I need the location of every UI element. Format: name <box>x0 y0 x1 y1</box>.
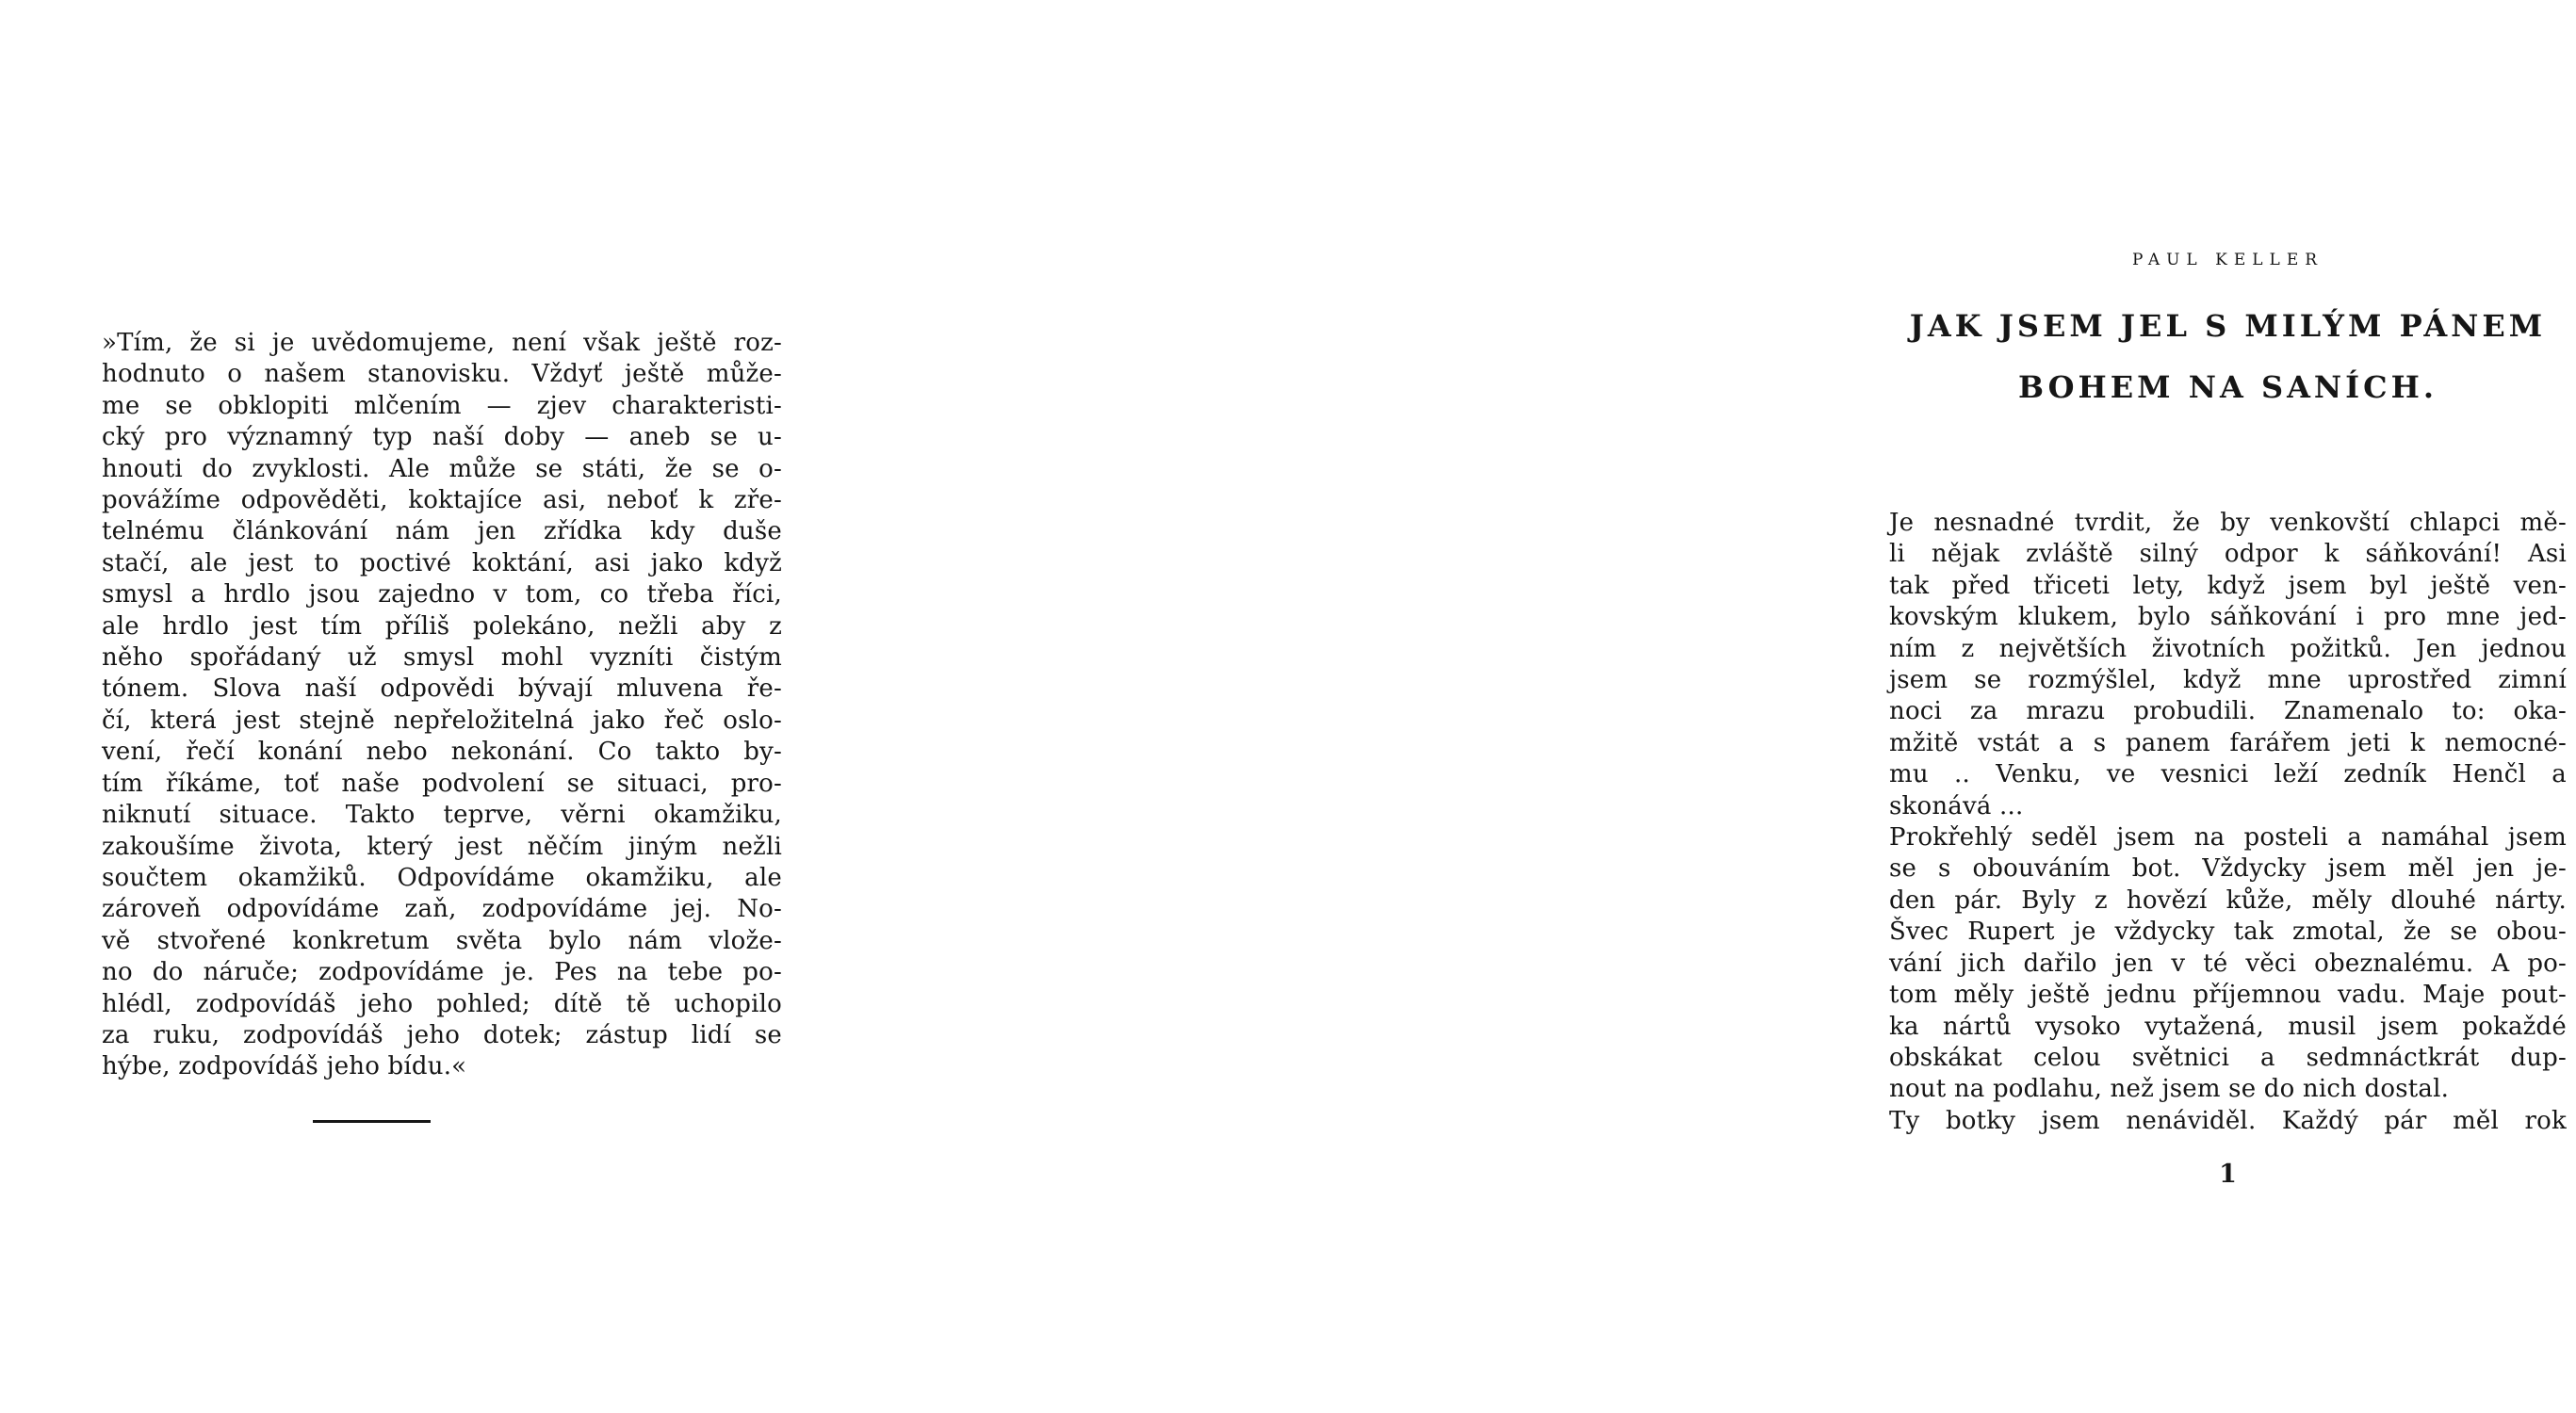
text-line: hýbe, zodpovídáš jeho bídu.« <box>102 1052 467 1081</box>
book-page-right <box>892 0 2567 1413</box>
text-line: tím říkáme, toť naše podvolení se situaci, pro- <box>102 769 782 798</box>
text-line: ním z největších životních požitků. Jen jednou <box>1889 634 2567 663</box>
text-line: me se obklopiti mlčením — zjev charakteristi- <box>102 391 782 420</box>
text-line: za ruku, zodpovídáš jeho dotek; zástup lidí se <box>102 1020 782 1049</box>
text-line: hlédl, zodpovídáš jeho pohled; dítě tě uchopilo <box>102 989 782 1018</box>
book-page-left <box>0 0 892 1413</box>
text-line: telnému článkování nám jen zřídka kdy duše <box>102 517 782 546</box>
text-line: skonává ... <box>1889 791 2024 820</box>
text-line: hodnuto o našem stanovisku. Vždyť ještě může- <box>102 360 782 389</box>
text-line: ale hrdlo jest tím příliš polekáno, nežli aby z <box>102 611 782 641</box>
text-line: smysl a hrdlo jsou zajedno v tom, co třeba říci, <box>102 580 782 609</box>
text-line: cký pro významný typ naší doby — aneb se u- <box>102 423 782 452</box>
text-line: hnouti do zvyklosti. Ale může se státi, že se o- <box>102 454 782 483</box>
text-line: Švec Rupert je vždycky tak zmotal, že se obou- <box>1889 918 2567 947</box>
right-page-body-text <box>1889 508 2567 1137</box>
text-line: mu .. Venku, ve vesnici leží zedník Henčl a <box>1889 760 2567 789</box>
text-line: nout na podlahu, než jsem se do nich dostal. <box>1889 1075 2450 1104</box>
text-line: vání jich dařilo jen v té věci obeznalému. A po- <box>1889 949 2567 978</box>
text-line: tak před třiceti lety, když jsem byl ještě ven- <box>1889 571 2567 600</box>
left-page-paragraph <box>102 328 782 1083</box>
chapter-title-line-1: JAK JSEM JEL S MILÝM PÁNEM <box>1909 308 2547 344</box>
text-line: zároveň odpovídáme zaň, zodpovídáme jej. No- <box>102 895 782 924</box>
text-line: čí, která jest stejně nepřeložitelná jako řeč oslo- <box>102 706 782 735</box>
text-line: tom měly ještě jednu příjemnou vadu. Maje pout- <box>1889 981 2567 1010</box>
chapter-title <box>1880 296 2576 418</box>
text-line: den pár. Byly z hovězí kůže, měly dlouhé nárty. <box>1889 885 2567 915</box>
text-line: povážíme odpověděti, koktajíce asi, neboť k zře- <box>102 486 782 515</box>
text-line: li nějak zvláště silný odpor k sáňkování! Asi <box>1889 540 2567 569</box>
author-running-head: PAUL KELLER <box>2131 251 2324 269</box>
section-divider-rule <box>313 1120 431 1123</box>
text-line: něho spořádaný už smysl mohl vyzníti čistým <box>102 643 782 673</box>
text-line: vení, řečí konání nebo nekonání. Co takto by- <box>102 738 782 767</box>
text-line: zakoušíme života, který jest něčím jiným nežli <box>102 832 782 861</box>
text-line: Prokřehlý seděl jsem na posteli a namáhal jsem <box>1889 823 2567 853</box>
text-line: vě stvořené konkretum světa bylo nám vlože- <box>102 926 782 955</box>
page-number: 1 <box>2219 1160 2237 1189</box>
text-line: Ty botky jsem nenáviděl. Každý pár měl rok <box>1889 1106 2567 1135</box>
text-line: kovským klukem, bylo sáňkování i pro mne jed- <box>1889 603 2567 632</box>
text-line: ka nártů vysoko vytažená, musil jsem pokaždé <box>1889 1012 2567 1041</box>
text-line: »Tím, že si je uvědomujeme, není však ještě roz- <box>102 329 782 357</box>
text-line: niknutí situace. Takto teprve, věrni okamžiku, <box>102 801 782 830</box>
text-line: stačí, ale jest to poctivé koktání, asi jako když <box>102 548 782 577</box>
text-line: tónem. Slova naší odpovědi bývají mluvena ře- <box>102 674 782 704</box>
text-line: mžitě vstát a s panem farářem jeti k nemocné- <box>1889 728 2567 757</box>
text-line: obskákat celou světnici a sedmnáctkrát dup- <box>1889 1043 2567 1072</box>
text-line: noci za mrazu probudili. Znamenalo to: oka- <box>1889 697 2567 726</box>
text-line: se s obouváním bot. Vždycky jsem měl jen je- <box>1889 854 2567 884</box>
text-line: součtem okamžiků. Odpovídáme okamžiku, ale <box>102 863 782 892</box>
chapter-title-line-2: BOHEM NA SANÍCH. <box>2018 369 2437 405</box>
text-line: Je nesnadné tvrdit, že by venkovští chlapci mě- <box>1889 509 2567 537</box>
text-line: jsem se rozmýšlel, když mne uprostřed zimní <box>1889 666 2567 695</box>
text-line: no do náruče; zodpovídáme je. Pes na tebe po- <box>102 958 782 987</box>
